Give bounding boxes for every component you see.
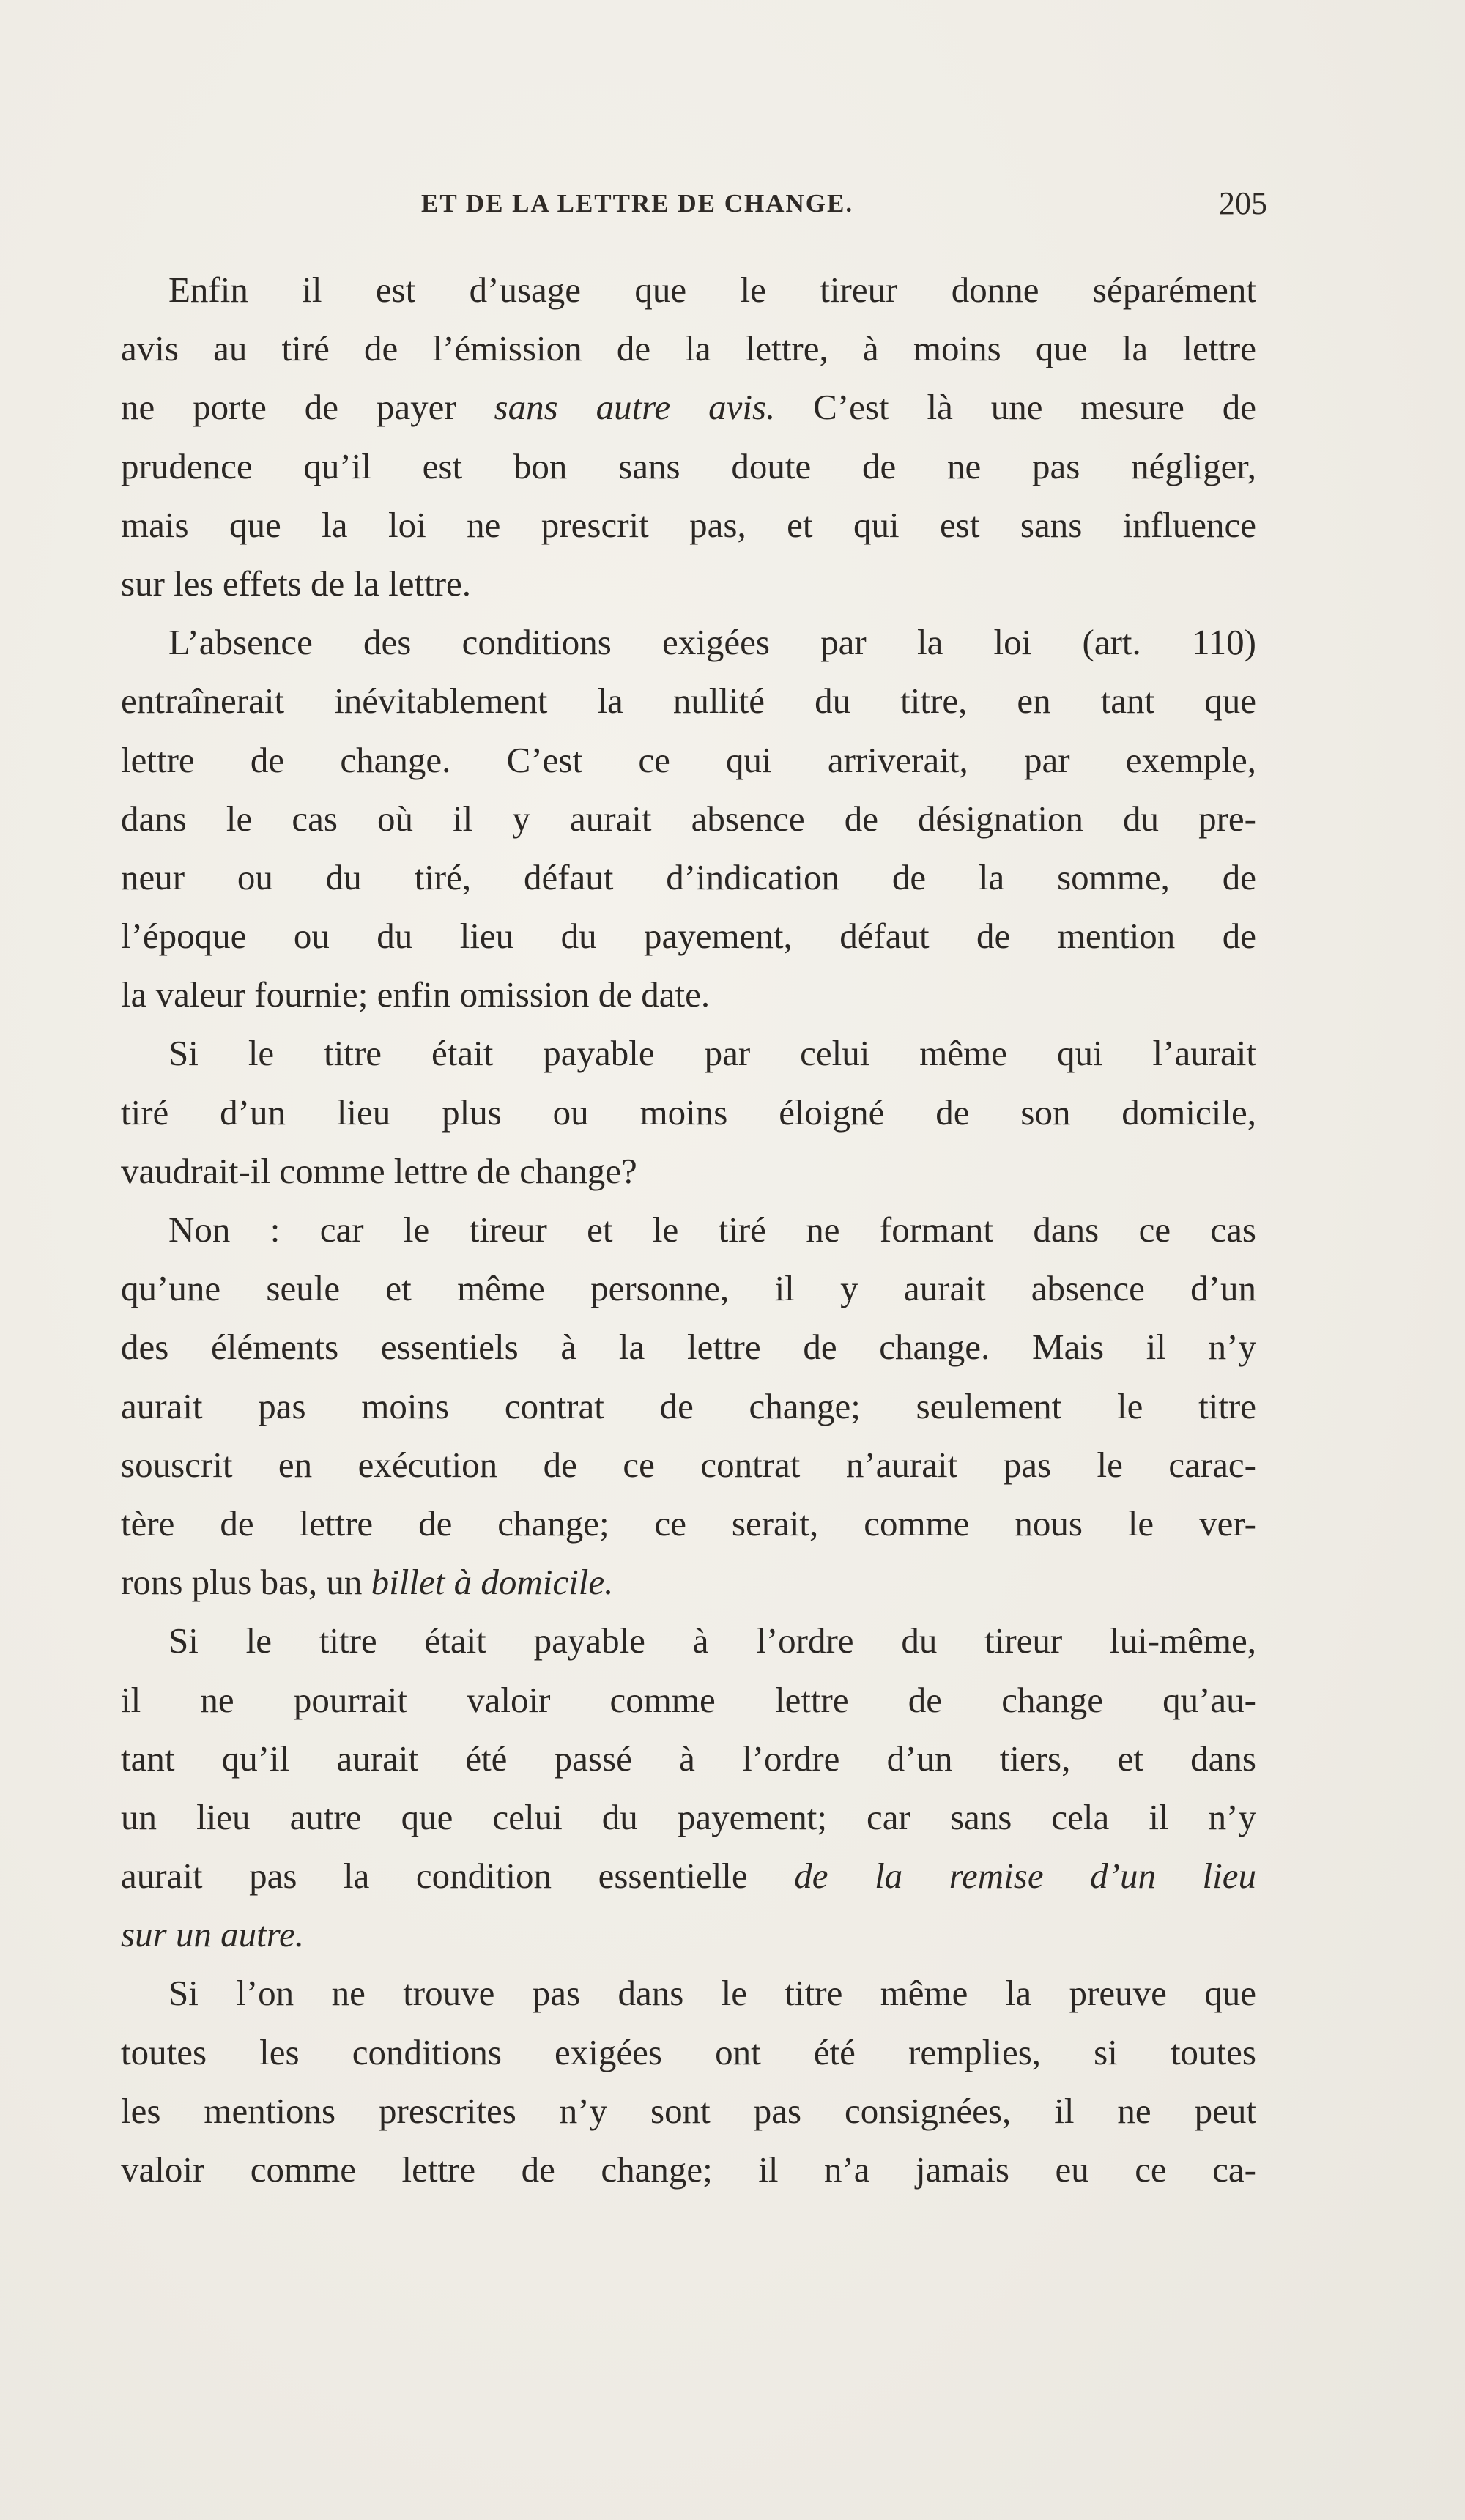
text-line bbox=[121, 966, 1256, 1024]
page-header bbox=[121, 185, 1267, 233]
text-segment: souscrit en exécution de ce contrat n’aurait pas le carac- bbox=[121, 1444, 1256, 1485]
text-segment: Non : car le tireur et le tiré ne formant dans ce cas bbox=[168, 1209, 1256, 1250]
text-segment: ne porte de payer bbox=[121, 387, 494, 428]
text-segment: aurait pas moins contrat de change; seulement le titre bbox=[121, 1385, 1256, 1426]
running-head: ET DE LA LETTRE DE CHANGE. bbox=[421, 189, 854, 218]
text-line bbox=[121, 1847, 1256, 1905]
text-line bbox=[121, 1964, 1256, 2023]
text-segment: un lieu autre que celui du payement; car sans cela il n’y bbox=[121, 1796, 1256, 1837]
text-line bbox=[121, 731, 1256, 790]
text-segment: L’absence des conditions exigées par la loi (art. 110) bbox=[168, 622, 1256, 663]
text-line bbox=[121, 555, 1256, 613]
text-segment: avis au tiré de l’émission de la lettre, à moins que la lettre bbox=[121, 328, 1256, 369]
text-line bbox=[121, 1494, 1256, 1553]
text-segment: l’époque ou du lieu du payement, défaut de mention de bbox=[121, 916, 1256, 957]
text-line bbox=[121, 1671, 1256, 1730]
text-segment: qu’une seule et même personne, il y aurait absence d’un bbox=[121, 1268, 1256, 1309]
text-segment: rons plus bas, un bbox=[121, 1562, 371, 1603]
text-segment: des éléments essentiels à la lettre de change. Mais il n’y bbox=[121, 1327, 1256, 1368]
text-segment: vaudrait-il comme lettre de change? bbox=[121, 1150, 637, 1191]
text-segment: les mentions prescrites n’y sont pas consignées, il ne peut bbox=[121, 2090, 1256, 2131]
text-segment: Si le titre était payable par celui même qui l’aurait bbox=[168, 1033, 1256, 1074]
body-text bbox=[121, 261, 1256, 2199]
text-line bbox=[121, 1201, 1256, 1259]
text-line bbox=[121, 378, 1256, 437]
text-segment: entraînerait inévitablement la nullité du titre, en tant que bbox=[121, 681, 1256, 722]
text-line bbox=[121, 319, 1256, 378]
text-segment: la valeur fournie; enfin omission de date. bbox=[121, 974, 711, 1015]
text-segment: lettre de change. C’est ce qui arriverait, par exemple, bbox=[121, 739, 1256, 780]
italic-text: sans autre avis. bbox=[494, 387, 776, 428]
page-number: 205 bbox=[1219, 185, 1267, 221]
text-line bbox=[121, 437, 1256, 496]
text-segment: neur ou du tiré, défaut d’indication de la somme, de bbox=[121, 856, 1256, 897]
italic-text: de la remise d’un lieu bbox=[794, 1856, 1256, 1897]
text-segment: tère de lettre de change; ce serait, comme nous le ver- bbox=[121, 1502, 1256, 1544]
text-line bbox=[121, 1436, 1256, 1494]
text-segment: C’est là une mesure de bbox=[775, 387, 1256, 428]
text-segment: Si l’on ne trouve pas dans le titre même la preuve que bbox=[168, 1973, 1256, 2014]
text-line bbox=[121, 2141, 1256, 2199]
text-line bbox=[121, 1788, 1256, 1847]
text-segment: toutes les conditions exigées ont été remplies, si toutes bbox=[121, 2031, 1256, 2072]
text-line bbox=[121, 1083, 1256, 1142]
text-segment: sur les effets de la lettre. bbox=[121, 563, 472, 604]
text-segment: aurait pas la condition essentielle bbox=[121, 1856, 795, 1897]
text-segment: tiré d’un lieu plus ou moins éloigné de son domicile, bbox=[121, 1092, 1256, 1133]
text-line bbox=[121, 790, 1256, 848]
text-line bbox=[121, 907, 1256, 966]
text-segment: tant qu’il aurait été passé à l’ordre d’un tiers, et dans bbox=[121, 1738, 1256, 1779]
text-segment: mais que la loi ne prescrit pas, et qui est sans influence bbox=[121, 504, 1256, 545]
text-line bbox=[121, 848, 1256, 907]
text-line bbox=[121, 1905, 1256, 1964]
italic-text: billet à domicile. bbox=[371, 1562, 614, 1603]
text-line bbox=[121, 1318, 1256, 1376]
text-segment: Enfin il est d’usage que le tireur donne séparément bbox=[168, 270, 1256, 310]
text-segment: dans le cas où il y aurait absence de désignation du pre- bbox=[121, 798, 1256, 839]
text-line bbox=[121, 1553, 1256, 1612]
text-line bbox=[121, 496, 1256, 555]
text-line bbox=[121, 1612, 1256, 1670]
text-segment: il ne pourrait valoir comme lettre de change qu’au- bbox=[121, 1679, 1256, 1720]
text-segment: valoir comme lettre de change; il n’a jamais eu ce ca- bbox=[121, 2149, 1256, 2190]
text-line bbox=[121, 261, 1256, 319]
text-line bbox=[121, 672, 1256, 730]
text-segment: Si le titre était payable à l’ordre du tireur lui-même, bbox=[168, 1620, 1256, 1661]
text-line bbox=[121, 1142, 1256, 1201]
text-line bbox=[121, 1730, 1256, 1788]
text-line bbox=[121, 1259, 1256, 1318]
text-segment: prudence qu’il est bon sans doute de ne pas négliger, bbox=[121, 445, 1256, 486]
text-line bbox=[121, 613, 1256, 672]
text-line bbox=[121, 2082, 1256, 2141]
text-line bbox=[121, 1024, 1256, 1083]
text-line bbox=[121, 2023, 1256, 2082]
text-line bbox=[121, 1377, 1256, 1436]
italic-text: sur un autre. bbox=[121, 1914, 305, 1955]
